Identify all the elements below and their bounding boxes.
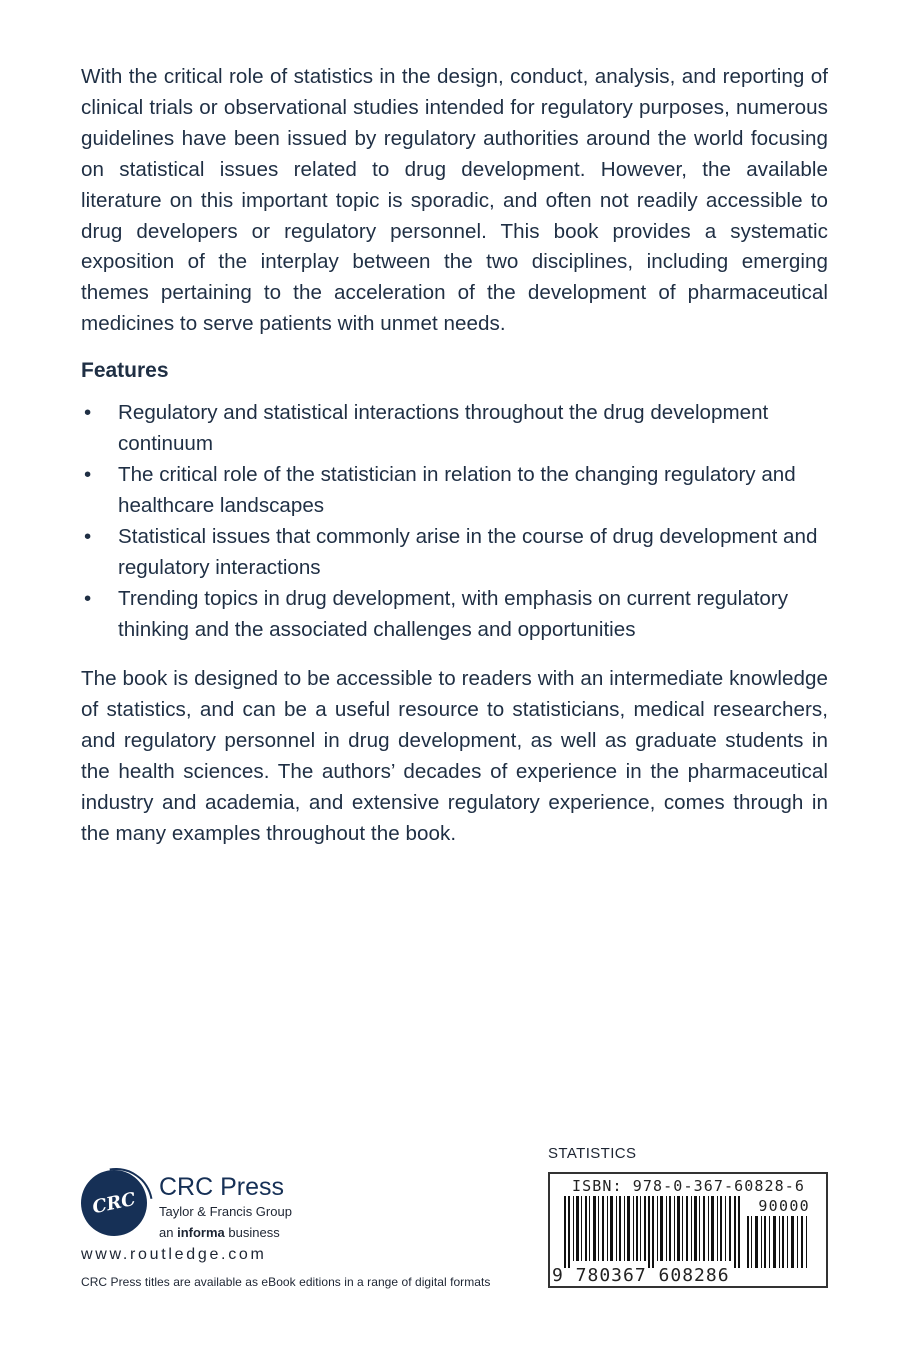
features-list (81, 398, 828, 645)
publisher-name: CRC Press (159, 1173, 285, 1201)
bullet-icon: • (84, 586, 92, 610)
feature-text: The critical role of the statistician in relation to the changing regulatory and healthcare landscapes (118, 462, 796, 517)
feature-item (81, 460, 828, 522)
informa-business (159, 1225, 280, 1240)
closing-paragraph: The book is designed to be accessible to readers with an intermediate knowledge of statistics, and can be a useful resource to statisticians, medical researchers, and regulatory personnel in drug development, as well as graduate students in the health sciences. The authors’ decades of experience in the pharmaceutical industry and academia, and extensive regulatory experience, comes through in the many examples throughout the book. (81, 667, 828, 845)
informa-suffix: business (228, 1225, 280, 1240)
feature-item (81, 584, 828, 646)
intro-paragraph: With the critical role of statistics in the design, conduct, analysis, and reporting of clinical trials or observational studies intended for regulatory purposes, numerous guidelines have been issued by regulatory authorities around the world focusing on statistical issues related to drug development. However, the available literature on this important topic is sporadic, and often not readily accessible to drug developers or regulatory personnel. This book provides a systematic exposition of the interplay between the two disciplines, including emerging themes pertaining to the acceleration of the development of pharmaceutical medicines to serve patients with unmet needs. (81, 65, 828, 336)
informa-prefix: an (159, 1225, 174, 1240)
bullet-icon: • (84, 524, 92, 548)
publisher-logo (81, 1170, 311, 1272)
feature-text: Regulatory and statistical interactions throughout the drug development continuum (118, 401, 769, 456)
bullet-icon: • (84, 401, 92, 425)
feature-text: Statistical issues that commonly arise in the course of drug development and regulatory interactions (118, 524, 818, 579)
publisher-website[interactable]: www.routledge.com (81, 1246, 267, 1263)
informa-brand: informa (177, 1225, 225, 1240)
barcode-bars-icon (560, 1196, 745, 1268)
publisher-group: Taylor & Francis Group (159, 1204, 292, 1219)
seal-text: CRC (90, 1188, 138, 1218)
category-label: STATISTICS (548, 1145, 637, 1162)
feature-text: Trending topics in drug development, with emphasis on current regulatory thinking and the associated challenges and opportunities (118, 586, 789, 641)
bullet-icon: • (84, 462, 92, 486)
ebook-note: CRC Press titles are available as eBook editions in a range of digital formats (81, 1275, 491, 1289)
feature-item (81, 522, 828, 584)
isbn-text: ISBN: 978-0-367-60828-6 (572, 1177, 806, 1195)
features-heading: Features (81, 359, 169, 383)
feature-item (81, 398, 828, 460)
price-code: 90000 (758, 1197, 810, 1215)
seal-ring-icon (64, 1153, 167, 1256)
price-barcode-icon (744, 1216, 812, 1268)
description-section (81, 62, 828, 850)
isbn-barcode (548, 1172, 828, 1288)
barcode-number: 9 780367 608286 (552, 1265, 730, 1286)
